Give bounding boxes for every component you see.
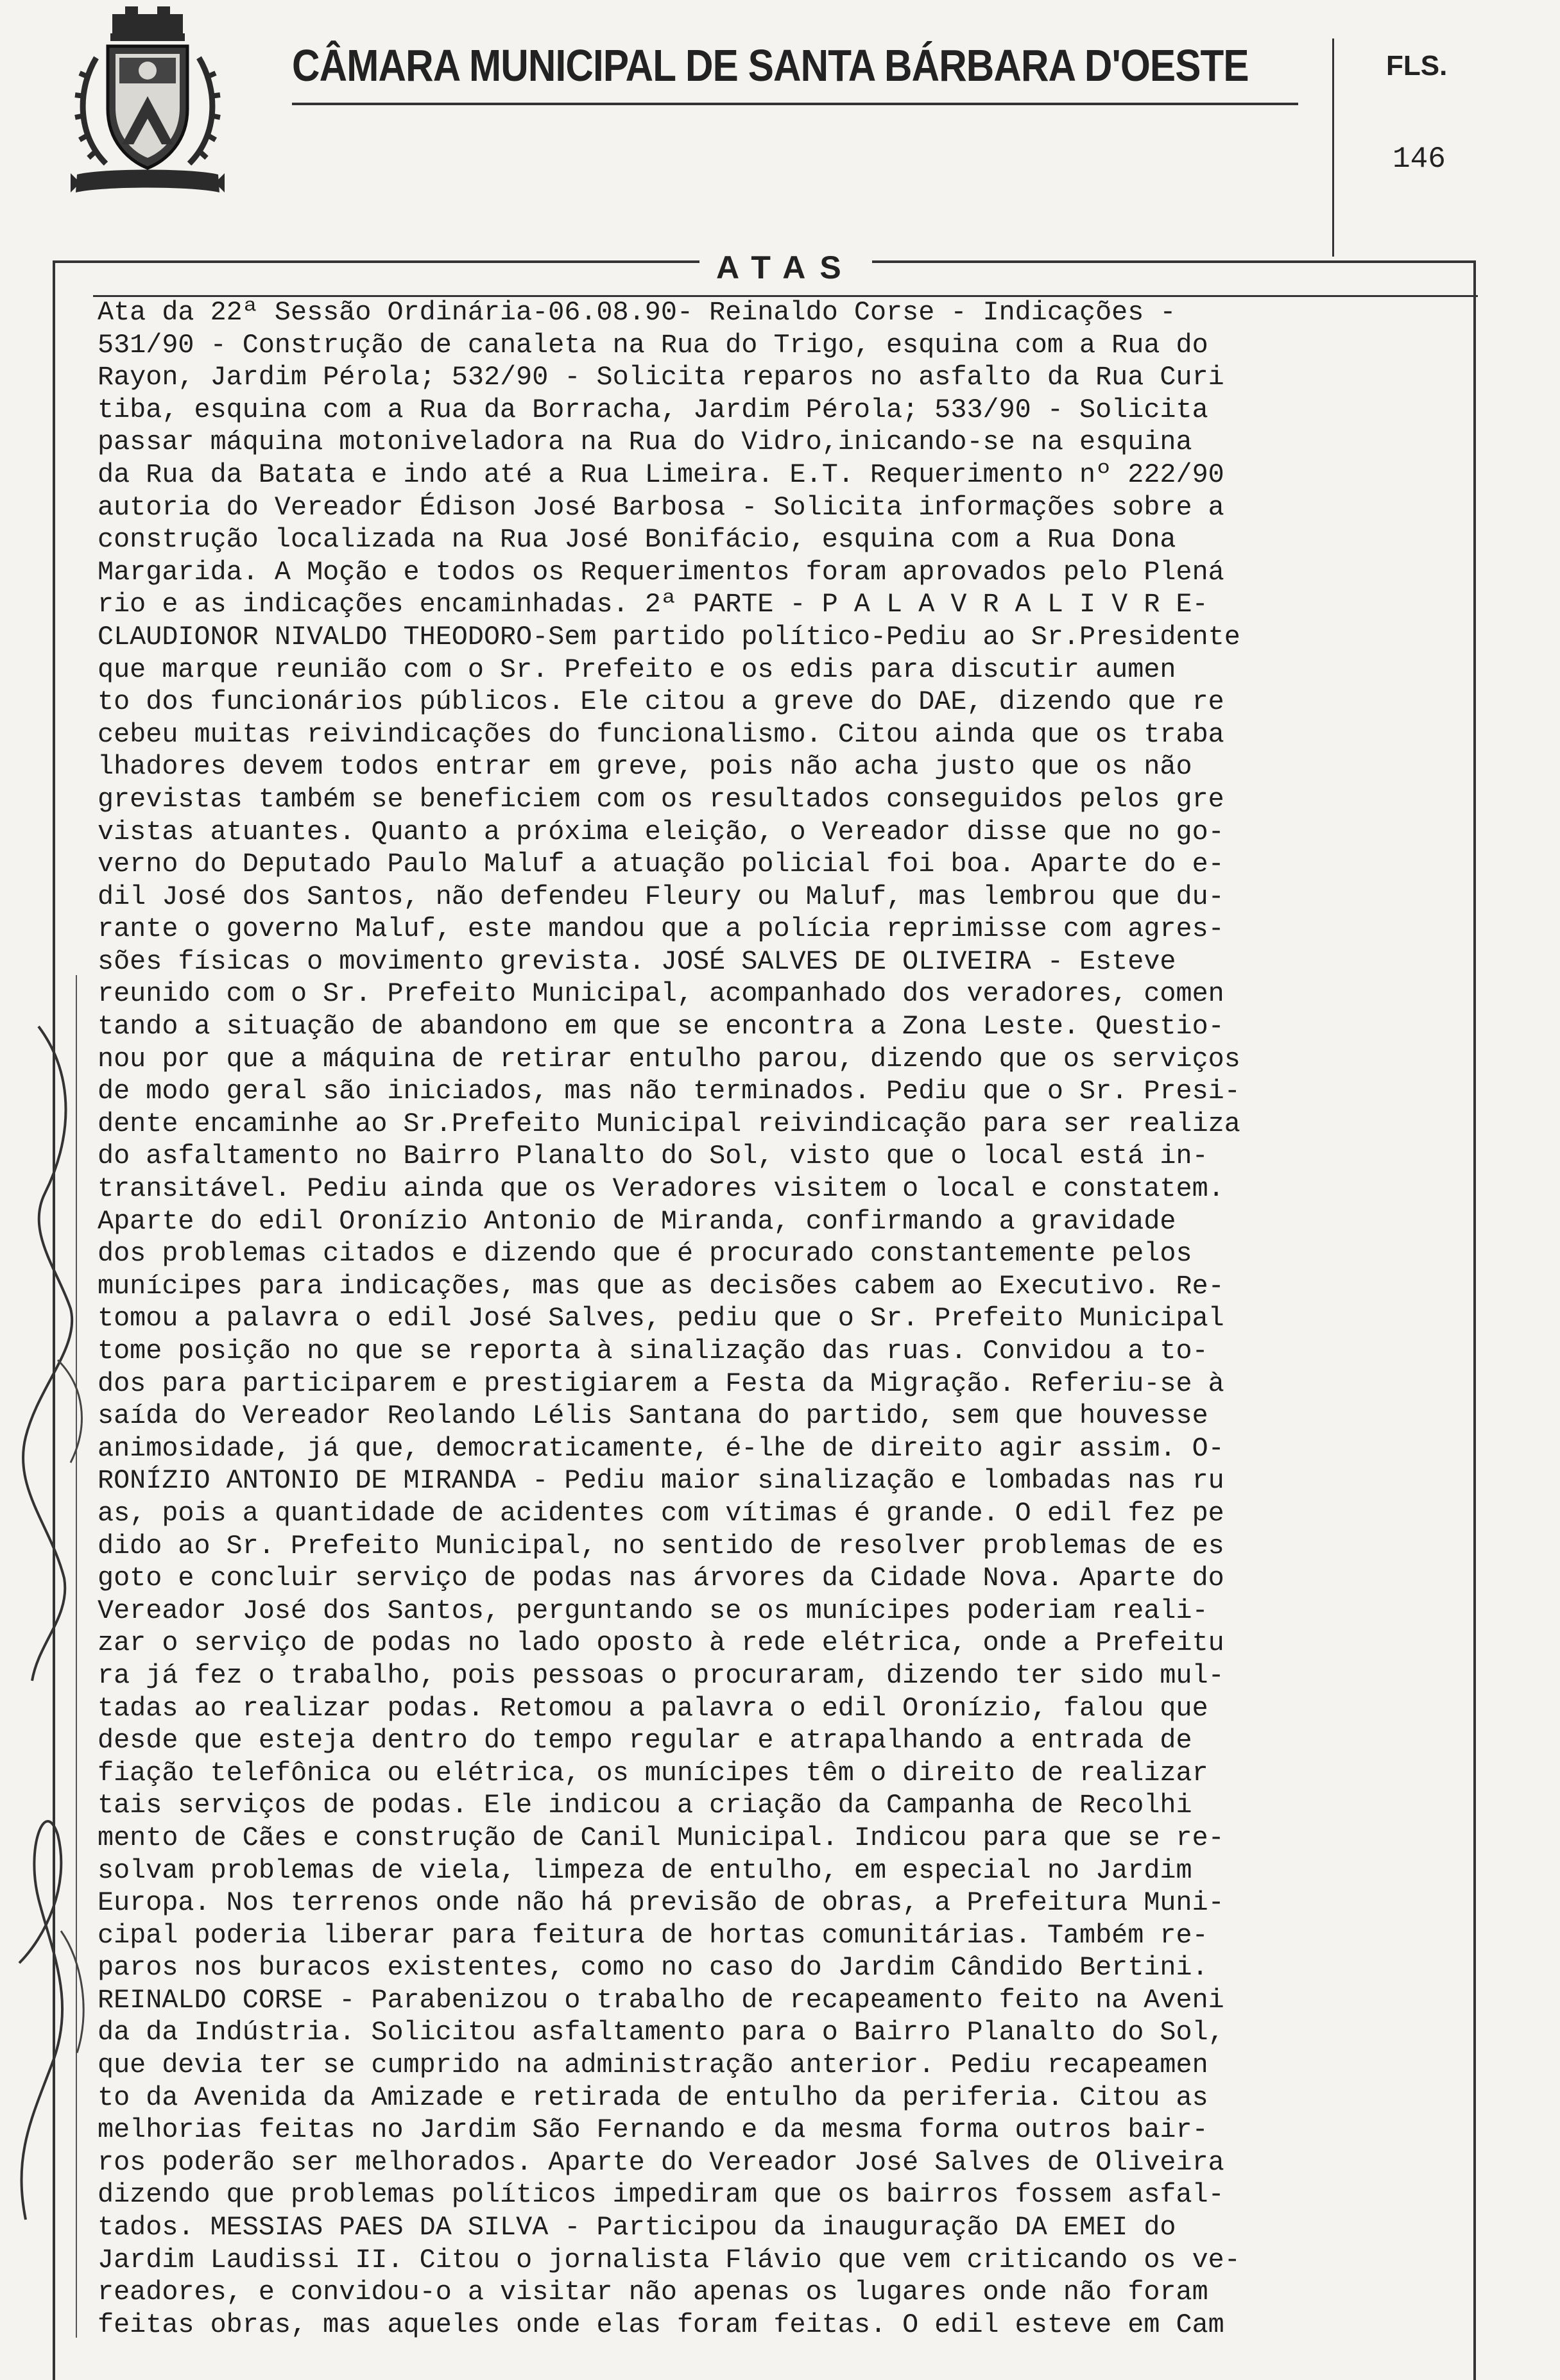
minutes-line: Ata da 22ª Sessão Ordinária-06.08.90- Reinaldo Corse - Indicações - bbox=[98, 297, 1176, 328]
minutes-line: da da Indústria. Solicitou asfaltamento para o Bairro Planalto do Sol, bbox=[98, 2017, 1224, 2048]
minutes-line: construção localizada na Rua José Bonifácio, esquina com a Rua Dona bbox=[98, 524, 1176, 556]
minutes-line: CLAUDIONOR NIVALDO THEODORO-Sem partido político-Pediu ao Sr.Presidente bbox=[98, 621, 1240, 652]
minutes-line: transitável. Pediu ainda que os Veradores visitem o local e constatem. bbox=[98, 1173, 1224, 1205]
minutes-line: to dos funcionários públicos. Ele citou a greve do DAE, dizendo que re bbox=[98, 686, 1224, 718]
municipal-crest-logo bbox=[51, 0, 244, 212]
minutes-line: que marque reunião com o Sr. Prefeito e os edis para discutir aumen bbox=[98, 654, 1176, 685]
minutes-line: dizendo que problemas políticos impediram que os bairros fossem asfal- bbox=[98, 2179, 1224, 2211]
minutes-line: tados. MESSIAS PAES DA SILVA - Participou da inauguração DA EMEI do bbox=[98, 2212, 1176, 2243]
minutes-line: ros poderão ser melhorados. Aparte do Vereador José Salves de Oliveira bbox=[98, 2146, 1224, 2178]
minutes-line: do asfaltamento no Bairro Planalto do Sol, visto que o local está in- bbox=[98, 1141, 1208, 1172]
minutes-line: mento de Cães e construção de Canil Municipal. Indicou para que se re- bbox=[98, 1822, 1224, 1853]
minutes-line: zar o serviço de podas no lado oposto à rede elétrica, onde a Prefeitu bbox=[98, 1628, 1224, 1659]
minutes-line: RONÍZIO ANTONIO DE MIRANDA - Pediu maior sinalização e lombadas nas ru bbox=[98, 1465, 1224, 1497]
minutes-line: melhorias feitas no Jardim São Fernando e da mesma forma outros bair- bbox=[98, 2114, 1208, 2146]
minutes-line: goto e concluir serviço de podas nas árvores da Cidade Nova. Aparte do bbox=[98, 1563, 1224, 1594]
minutes-line: tando a situação de abandono em que se encontra a Zona Leste. Questio- bbox=[98, 1011, 1224, 1042]
minutes-line: 531/90 - Construção de canaleta na Rua do Trigo, esquina com a Rua do bbox=[98, 329, 1208, 361]
minutes-line: animosidade, já que, democraticamente, é-lhe de direito agir assim. O- bbox=[98, 1432, 1224, 1464]
minutes-line: vistas atuantes. Quanto a próxima eleição, o Vereador disse que no go- bbox=[98, 816, 1224, 847]
handwritten-signature bbox=[0, 1001, 96, 2338]
minutes-line: dos problemas citados e dizendo que é procurado constantemente pelos bbox=[98, 1238, 1192, 1270]
minutes-line: tomou a palavra o edil José Salves, pediu que o Sr. Prefeito Municipal bbox=[98, 1303, 1224, 1334]
minutes-line: nou por que a máquina de retirar entulho parou, dizendo que os serviços bbox=[98, 1043, 1240, 1075]
minutes-line: dil José dos Santos, não defendeu Fleury ou Maluf, mas lembrou que du- bbox=[98, 881, 1224, 912]
minutes-line: dido ao Sr. Prefeito Municipal, no sentido de resolver problemas de es bbox=[98, 1530, 1224, 1561]
minutes-line: grevistas também se beneficiem com os resultados conseguidos pelos gre bbox=[98, 783, 1224, 815]
minutes-line: de modo geral são iniciados, mas não terminados. Pediu que o Sr. Presi- bbox=[98, 1076, 1240, 1107]
minutes-line: paros nos buracos existentes, como no caso do Jardim Cândido Bertini. bbox=[98, 1952, 1208, 1984]
minutes-line: tais serviços de podas. Ele indicou a criação da Campanha de Recolhi bbox=[98, 1790, 1192, 1821]
minutes-line: solvam problemas de viela, limpeza de entulho, em especial no Jardim bbox=[98, 1855, 1192, 1886]
minutes-line: rio e as indicações encaminhadas. 2ª PARTE - P A L A V R A L I V R E- bbox=[98, 589, 1208, 620]
section-title: ATAS bbox=[699, 249, 872, 286]
minutes-line: cebeu muitas reivindicações do funcionalismo. Citou ainda que os traba bbox=[98, 718, 1224, 750]
fls-divider bbox=[1332, 38, 1334, 257]
minutes-line: cipal poderia liberar para feitura de hortas comunitárias. Também re- bbox=[98, 1919, 1208, 1951]
minutes-line: desde que esteja dentro do tempo regular e atrapalhando a entrada de bbox=[98, 1725, 1192, 1756]
institution-title: CÂMARA MUNICIPAL DE SANTA BÁRBARA D'OESTE bbox=[292, 40, 1249, 90]
minutes-line: REINALDO CORSE - Parabenizou o trabalho de recapeamento feito na Aveni bbox=[98, 1984, 1224, 2016]
minutes-line: ra já fez o trabalho, pois pessoas o procuraram, dizendo ter sido mul- bbox=[98, 1660, 1224, 1691]
minutes-line: dente encaminhe ao Sr.Prefeito Municipal reivindicação para ser realiza bbox=[98, 1108, 1240, 1139]
minutes-line: Margarida. A Moção e todos os Requerimentos foram aprovados pelo Plená bbox=[98, 556, 1224, 588]
minutes-body bbox=[98, 296, 1471, 2341]
minutes-line: dos para participarem e prestigiarem a Festa da Migração. Referiu-se à bbox=[98, 1368, 1224, 1399]
minutes-line: tadas ao realizar podas. Retomou a palavra o edil Oronízio, falou que bbox=[98, 1692, 1208, 1724]
minutes-line: to da Avenida da Amizade e retirada de entulho da periferia. Citou as bbox=[98, 2082, 1208, 2113]
minutes-line: tiba, esquina com a Rua da Borracha, Jardim Pérola; 533/90 - Solicita bbox=[98, 394, 1208, 425]
minutes-line: Jardim Laudissi II. Citou o jornalista Flávio que vem criticando os ve- bbox=[98, 2244, 1240, 2275]
minutes-line: verno do Deputado Paulo Maluf a atuação policial foi boa. Aparte do e- bbox=[98, 849, 1224, 880]
minutes-line: rante o governo Maluf, este mandou que a polícia reprimisse com agres- bbox=[98, 914, 1224, 945]
minutes-line: munícipes para indicações, mas que as decisões cabem ao Executivo. Re- bbox=[98, 1270, 1224, 1302]
minutes-line: tome posição no que se reporta à sinalização das ruas. Convidou a to- bbox=[98, 1336, 1208, 1366]
fls-label: FLS. bbox=[1386, 50, 1448, 81]
minutes-line: saída do Vereador Reolando Lélis Santana do partido, sem que houvesse bbox=[98, 1400, 1208, 1432]
minutes-line: Aparte do edil Oronízio Antonio de Miranda, confirmando a gravidade bbox=[98, 1205, 1176, 1237]
minutes-line: Europa. Nos terrenos onde não há previsão de obras, a Prefeitura Muni- bbox=[98, 1887, 1224, 1919]
minutes-line: autoria do Vereador Édison José Barbosa - Solicita informações sobre a bbox=[98, 491, 1224, 523]
minutes-line: sões físicas o movimento grevista. JOSÉ SALVES DE OLIVEIRA - Esteve bbox=[98, 946, 1176, 977]
minutes-line: Rayon, Jardim Pérola; 532/90 - Solicita reparos no asfalto da Rua Curi bbox=[98, 362, 1224, 393]
minutes-line: reunido com o Sr. Prefeito Municipal, acompanhado dos veradores, comen bbox=[98, 978, 1224, 1010]
minutes-line: passar máquina motoniveladora na Rua do Vidro,inicando-se na esquina bbox=[98, 427, 1192, 458]
minutes-line: as, pois a quantidade de acidentes com vítimas é grande. O edil fez pe bbox=[98, 1497, 1224, 1529]
minutes-line: Vereador José dos Santos, perguntando se os munícipes poderiam reali- bbox=[98, 1595, 1208, 1626]
header-rule bbox=[292, 103, 1298, 105]
minutes-line: fiação telefônica ou elétrica, os munícipes têm o direito de realizar bbox=[98, 1757, 1208, 1789]
minutes-line: feitas obras, mas aqueles onde elas foram feitas. O edil esteve em Cam bbox=[98, 2309, 1224, 2340]
minutes-line: da Rua da Batata e indo até a Rua Limeira. E.T. Requerimento nº 222/90 bbox=[98, 459, 1224, 490]
minutes-line: readores, e convidou-o a visitar não apenas os lugares onde não foram bbox=[98, 2277, 1208, 2308]
minutes-line: que devia ter se cumprido na administração anterior. Pediu recapeamen bbox=[98, 2050, 1208, 2081]
page-number: 146 bbox=[1393, 142, 1446, 176]
minutes-line: lhadores devem todos entrar em greve, pois não acha justo que os não bbox=[98, 751, 1192, 783]
